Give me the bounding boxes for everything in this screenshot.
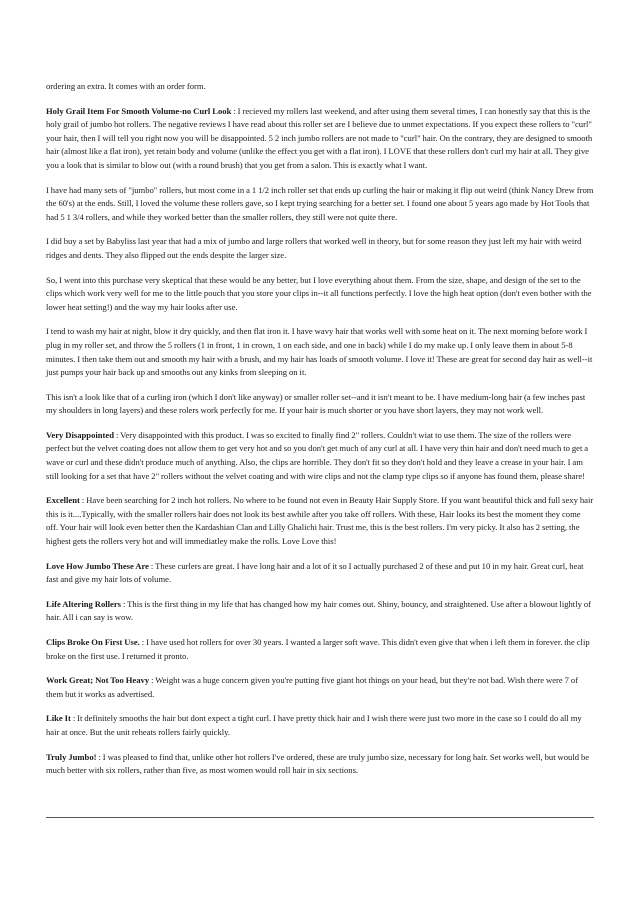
review-title: Very Disappointed bbox=[46, 429, 115, 440]
paragraph-text: I did buy a set by Babyliss last year that had a mix of jumbo and large rollers that worked well in theory, but for some reason they just left my hair with weird ridges and dents. They also flipped out the ends despite the larger size. bbox=[46, 236, 582, 260]
paragraph-skeptical bbox=[46, 274, 594, 315]
document-body bbox=[46, 80, 594, 789]
paragraph-routine bbox=[46, 325, 594, 379]
paragraph-jumbo-sets bbox=[46, 184, 594, 225]
review-excellent bbox=[46, 494, 594, 548]
review-text: : I have used hot rollers for over 30 years. I wanted a larger soft wave. This didn't even give that when i left them in forever. the clip broke on the first use. I returned it pronto. bbox=[46, 637, 590, 661]
review-very-disappointed bbox=[46, 429, 594, 483]
review-love-how-jumbo bbox=[46, 560, 594, 587]
review-truly-jumbo bbox=[46, 751, 594, 778]
paragraph-text: So, I went into this purchase very skeptical that these would be any better, but I love everything about them. From the size, shape, and design of the set to the clips which work very well for me to the little pouch that you store your clips in--it all functions perfectly. I love the high heat option (don't even bother with the lower heat setting!) and the way my hair looks after use. bbox=[46, 274, 592, 312]
paragraph-continuation bbox=[46, 80, 594, 94]
review-title: Like It bbox=[46, 713, 71, 724]
review-text: : These curlers are great. I have long hair and a lot of it so I actually purchased 2 of these and put 10 in my hair. Great curl, heat fast and give my hair lots of volume. bbox=[46, 560, 584, 585]
review-text: : It definitely smooths the hair but dont expect a tight curl. I have pretty thick hair and I wish there were just two more in the case so I could do all my hair at once. But the unit reheats rollers fairly quickly. bbox=[46, 713, 582, 737]
review-title: Work Great; Not Too Heavy bbox=[46, 675, 150, 686]
review-text: : This is the first thing in my life that has changed how my hair comes out. Shiny, bouncy, and straightened. Use after a blowout lightly of hair. All i can say is wow. bbox=[46, 598, 591, 623]
review-title: Excellent bbox=[46, 495, 80, 506]
paragraph-babyliss bbox=[46, 235, 594, 262]
review-text: : I was pleased to find that, unlike other hot rollers I've ordered, these are truly jumbo size, necessary for long hair. Set works well, but would be much better with six rollers, rather than five, as most women would roll hair in six sections. bbox=[46, 751, 590, 776]
review-title: Clips Broke On First Use. bbox=[46, 637, 140, 647]
footer-divider bbox=[46, 817, 594, 818]
paragraph-text: I tend to wash my hair at night, blow it dry quickly, and then flat iron it. I have wavy hair that works well with some heat on it. The next morning before work I plug in my roller set, and throw the 5 rollers (1 in front, 1 in crown, 1 on each side, and one in back) while I do my make up. I only leave them in about 5-8 minutes. I then take them out and smooth my hair with a brush, and my hair has loads of smooth volume. I love it! These are great for second day hair as well--it just pumps your hair back up and smooths out any kinks from sleeping on it. bbox=[46, 326, 593, 378]
review-title: Life Altering Rollers bbox=[46, 598, 122, 609]
review-text: : Have been searching for 2 inch hot rollers. No where to be found not even in Beauty Hair Supply Store. If you want beautiful thick and full sexy hair this is it....Typically, with the smaller rollers hair does not look its best awhile after you take off rollers. With these, Hair looks its best the moment they come off. Your hair will look even better then the Kardashian Clan and Lilly Ghalichi hair. Trust me, this is the best rollers. I'm very picky. It also has 2 setting, the highest gets the rollers very hot and will immediatley make the rolls. Love Love this! bbox=[46, 495, 594, 547]
review-text: : I recieved my rollers last weekend, and after using them several times, I can honestly say that this is the holy grail of jumbo hot rollers. The negative reviews I have read about this roller set are I believe due to unmet expectations. If you expect these rollers to "curl" your hair, then I will tell you right now you will be disappointed. 5 2 inch jumbo rollers are not made to "curl" hair. On the contrary, they are designed to smooth hair (almost like a flat iron), yet retain body and volume (unlike the effect you get with a flat iron). I LOVE that these rollers don't curl my hair at all. They give you a look that is similar to blow out (with a round brush) that you get from a salon. This is exactly what I want. bbox=[46, 105, 593, 170]
review-text: : Very disappointed with this product. I was so excited to finally find 2" rollers. Couldn't wiat to use them. The size of the rollers were perfect but the velvet coating does not allow them to get very hot and so you don't get much of any curl at all. I have very thin hair and don't need much to get a wave or curl and these didn't produce much of anything. Also, the clips are horrible. They don't fit so they don't hold and they leave a crease in your hair. I am still looking for a set that have 2" rollers without the velvet coating and with wire clips and not the clamp type clips so if anyone has found them, please share! bbox=[46, 429, 589, 481]
review-title: Holy Grail Item For Smooth Volume-no Curl Look bbox=[46, 105, 232, 116]
paragraph-text: ordering an extra. It comes with an order form. bbox=[46, 81, 206, 91]
review-title: Love How Jumbo These Are bbox=[46, 560, 149, 571]
review-holy-grail bbox=[46, 105, 594, 173]
paragraph-text: I have had many sets of "jumbo" rollers, but most come in a 1 1/2 inch roller set that ends up curling the hair or making it flip out weird (think Nancy Drew from the 60's) at the ends. Still, I loved the volume these rollers gave, so I kept trying searching for a better set. I found one about 5 years ago made by Hot Tools that had 5 1 3/4 rollers, and while they worked better than the smaller rollers, they still were not quite there. bbox=[46, 184, 594, 222]
review-clips-broke bbox=[46, 636, 594, 663]
paragraph-look bbox=[46, 391, 594, 418]
review-title: Truly Jumbo! bbox=[46, 751, 97, 762]
review-text: : Weight was a huge concern given you're putting five giant hot things on your head, but they're not bad. Wish there were 7 of them but it works as advertised. bbox=[46, 675, 579, 699]
paragraph-text: This isn't a look like that of a curling iron (which I don't like anyway) or smaller roller set--and it isn't meant to be. I have medium-long hair (a few inches past my shoulders in long layers) and these rolers work perfectly for me. If your hair is much shorter or you have short layers, they may not work well. bbox=[46, 391, 586, 416]
review-like-it bbox=[46, 712, 594, 739]
review-life-altering bbox=[46, 598, 594, 625]
review-work-great bbox=[46, 674, 594, 701]
